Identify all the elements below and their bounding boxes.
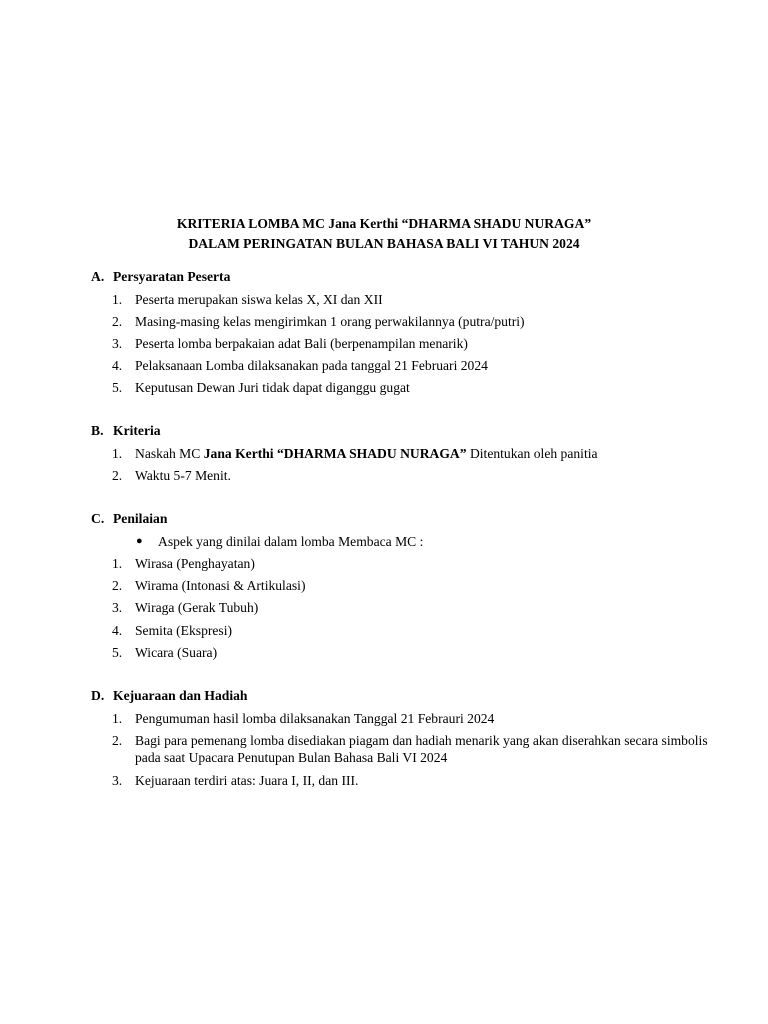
list-text: Bagi para pemenang lomba disediakan piagam dan hadiah menarik yang akan diserahkan secara simbolis pada saat Upacara Penutupan Bulan Bahasa Bali VI 2024 — [135, 733, 708, 765]
list-number: 5. — [112, 645, 123, 660]
list-number: 2. — [112, 733, 123, 748]
list-text-before: Naskah MC — [135, 446, 204, 461]
list-text: Keputusan Dewan Juri tidak dapat diganggu gugat — [135, 380, 410, 395]
section-a-title: Persyaratan Peserta — [113, 269, 231, 284]
section-b-letter: B. — [91, 423, 104, 438]
list-number: 2. — [112, 578, 123, 593]
list-text: Semita (Ekspresi) — [135, 623, 233, 638]
section-c-letter: C. — [91, 511, 105, 526]
section-c-heading — [91, 510, 167, 527]
section-d-heading — [91, 687, 247, 704]
list-number: 4. — [112, 623, 123, 638]
list-number: 1. — [112, 556, 123, 571]
section-a-heading — [91, 268, 230, 285]
list-number: 3. — [112, 600, 123, 615]
list-number: 1. — [112, 711, 123, 726]
list-item — [112, 732, 712, 772]
list-text: Peserta merupakan siswa kelas X, XI dan XII — [135, 292, 383, 307]
list-text-bold: Jana Kerthi “DHARMA SHADU NURAGA” — [203, 446, 467, 461]
list-text: Pelaksanaan Lomba dilaksanakan pada tanggal 21 Februari 2024 — [135, 358, 488, 373]
document-title-line-1: KRITERIA LOMBA MC Jana Kerthi “DHARMA SHADU NURAGA” — [176, 216, 592, 231]
section-b-title: Kriteria — [113, 423, 161, 438]
list-text: Kejuaraan terdiri atas: Juara I, II, dan III. — [135, 773, 359, 788]
bullet-icon: ● — [136, 535, 143, 547]
bullet-text: Aspek yang dinilai dalam lomba Membaca MC : — [158, 534, 424, 549]
list-text: Pengumuman hasil lomba dilaksanakan Tanggal 21 Febrauri 2024 — [135, 711, 495, 726]
section-d-letter: D. — [91, 688, 105, 703]
list-text — [135, 445, 598, 462]
document-title-line-2: DALAM PERINGATAN BULAN BAHASA BALI VI TAHUN 2024 — [188, 236, 580, 251]
list-text: Wirama (Intonasi & Artikulasi) — [135, 578, 306, 593]
list-number: 5. — [112, 380, 123, 395]
section-a-letter: A. — [91, 269, 105, 284]
list-number: 4. — [112, 358, 123, 373]
list-number: 3. — [112, 773, 123, 788]
list-number: 1. — [112, 446, 123, 461]
list-number: 1. — [112, 292, 123, 307]
section-c-title: Penilaian — [113, 511, 168, 526]
list-text: Masing-masing kelas mengirimkan 1 orang perwakilannya (putra/putri) — [135, 314, 525, 329]
list-text: Waktu 5-7 Menit. — [135, 468, 231, 483]
section-b-heading — [91, 422, 161, 439]
list-number: 3. — [112, 336, 123, 351]
list-number: 2. — [112, 468, 123, 483]
list-text: Wirasa (Penghayatan) — [135, 556, 255, 571]
section-d-title: Kejuaraan dan Hadiah — [113, 688, 248, 703]
list-text: Wiraga (Gerak Tubuh) — [135, 600, 259, 615]
list-text: Peserta lomba berpakaian adat Bali (berpenampilan menarik) — [135, 336, 468, 351]
list-text: Wicara (Suara) — [135, 645, 218, 660]
list-number: 2. — [112, 314, 123, 329]
list-text-after: Ditentukan oleh panitia — [466, 446, 598, 461]
